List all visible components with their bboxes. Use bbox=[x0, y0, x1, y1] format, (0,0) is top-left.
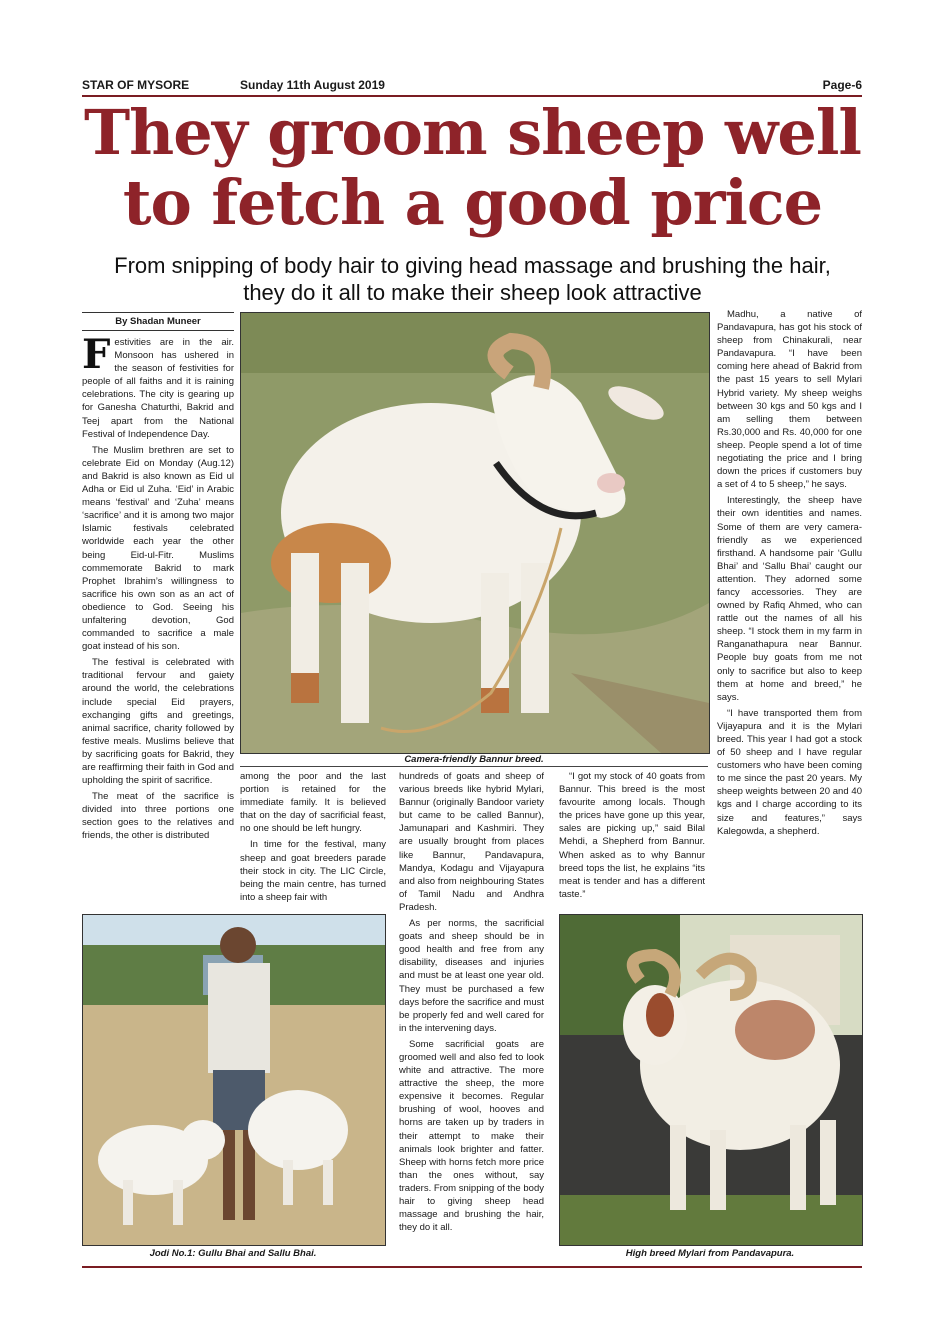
headline-line-2: to fetch a good price bbox=[122, 166, 823, 239]
paragraph: Madhu, a native of Pandavapura, has got his stock of sheep from Chinakurali, near Pandavapura. “I have been coming here ahead of Bakrid from the past 15 years to sell Mylari Hybrid variety. My sheep weighs between 30 kgs and 50 kgs and I am selling them between Rs.30,000 and Rs. 40,000 for one sheep. People spend a lot of time negotiating the price and I bring down the prices if customers buy a set of 4 to 5 sheep,” he says. bbox=[717, 309, 862, 491]
photo-mylari-sheep bbox=[559, 914, 863, 1246]
paragraph: The meat of the sacrifice is divided into three portions one section goes to the relatives and friends, the other is distributed bbox=[82, 791, 234, 842]
byline: By Shadan Muneer bbox=[82, 312, 234, 331]
paragraph: Interestingly, the sheep have their own identities and names. Some of them are very camera-friendly as we experienced firsthand. A handsome pair ‘Gullu Bhai’ and ‘Sallu Bhai’ caught our attention. They adorned some fancy accessories. They are owned by Rafiq Ahmed, who can rattle out the names of all his sheep. “I stock them in my farm in Ranganathapura near Bannur. People buy goats from me not only to sacrifice but also to keep them at home and breed,” he says. bbox=[717, 495, 862, 703]
headline-line-1: They groom sheep well bbox=[84, 96, 861, 169]
drop-cap: F bbox=[82, 336, 111, 378]
photo-gullu-sallu-bhai bbox=[82, 914, 386, 1246]
newspaper-name: STAR OF MYSORE bbox=[82, 78, 190, 92]
right-photo-caption: High breed Mylari from Pandavapura. bbox=[625, 1248, 795, 1259]
issue-date: Sunday 11th August 2019 bbox=[240, 78, 385, 92]
caption-rule bbox=[240, 766, 708, 767]
masthead bbox=[82, 78, 862, 94]
boy-with-sheep-illustration bbox=[83, 915, 385, 1245]
paragraph: In time for the festival, many sheep and goat breeders parade their stock in city. The LIC Circle, being the main centre, has turned into a sheep fair with bbox=[240, 839, 386, 903]
article-column-5 bbox=[717, 308, 862, 912]
paragraph: “I got my stock of 40 goats from Bannur. This breed is the most favourite among locals. Though the prices have gone up this year, sales are picking up,” said Bilal Mehdi, a Shepherd from Bannur. When asked as to why Bannur breed tops the list, he explains “its meat is tender and has a different taste.” bbox=[559, 771, 705, 900]
paragraph: Some sacrificial goats are groomed well and also fed to look white and attractive. The more attractive the sheep, the more expensive it becomes. Regular brushing of wool, hooves and horns are taken up by traders in their attempt to make their animals look brighter and fatter. Sheep with horns fetch more price than the ones without, say traders. From snipping of the body hair to giving sheep head massage and brushing the hair, they do it all. bbox=[399, 1038, 544, 1234]
paragraph-text: estivities are in the air. Monsoon has ushered in the season of festivities for people of all faiths and it is raining celebrations. The city is gearing up for Ganesha Chaturthi, Bakrid and Teej apart from the National Festival of Independence Day. bbox=[82, 337, 234, 440]
mylari-sheep-illustration bbox=[560, 915, 862, 1245]
subheadline bbox=[60, 252, 885, 306]
article-column-1 bbox=[82, 336, 234, 912]
article-column-3 bbox=[399, 770, 544, 1263]
article-column-4 bbox=[559, 770, 705, 912]
left-photo-caption: Jodi No.1: Gullu Bhai and Sallu Bhai. bbox=[149, 1248, 317, 1259]
main-photo-caption: Camera-friendly Bannur breed. bbox=[404, 754, 544, 765]
subheadline-line-1: From snipping of body hair to giving head massage and brushing the hair, bbox=[114, 253, 831, 278]
bottom-rule bbox=[82, 1266, 862, 1268]
main-photo-bannur-sheep bbox=[240, 312, 710, 754]
paragraph: The festival is celebrated with traditional fervour and gaiety around the world, the celebrations include special Eid prayers, exchanging gifts and greetings, animal sacrifice, charity followed by festive meals. Muslims believe that by sacrificing goats for Bakrid, they are reaffirming their faith in God and upholding the spirit of sacrifice. bbox=[82, 657, 234, 787]
paragraph: As per norms, the sacrificial goats and sheep should be in good health and free from any disability, diseases and injuries and must be at least one year old. They must be purchased a few days before the sacrifice and must be properly fed and well cared for in the intervening days. bbox=[399, 918, 544, 1034]
paragraph: hundreds of goats and sheep of various breeds like hybrid Mylari, Bannur (originally Bandoor variety but came to be called Bannur), Jamunapari and Kashmiri. They are usually brought from places like Bannur, Pandavapura, Mandya, Kodagu and Vijayapura and also from neighbouring States of Tamil Nadu and Andhra Pradesh. bbox=[399, 771, 544, 913]
paragraph: “I have transported them from Vijayapura and it is the Mylari breed. This year I had got a stock of 50 sheep and I have regular customers who have been coming to me since the past 20 years. My sheep weights between 20 and 40 kgs and I charge according to its size and features,” says Kalegowda, a shepherd. bbox=[717, 707, 862, 837]
sheep-illustration bbox=[241, 313, 709, 753]
paragraph: The Muslim brethren are set to celebrate Eid on Monday (Aug.12) and Bakrid is also known as Eid ul Adha or Eid ul Zuha. ‘Eid’ in Arabic means ‘festival’ and ‘Zuha’ means ‘sacrifice’ and it is among two major Islamic festivals celebrated worldwide each year the other being Eid-ul-Fitr. Muslims commemorate Bakrid to mark Prophet Ibrahim’s willingness to sacrifice his own son as an act of obedience to God. Seeing his unfaltering devotion, God commanded to sacrifice a male goat instead of his son. bbox=[82, 444, 234, 653]
paragraph bbox=[82, 336, 234, 441]
subheadline-line-2: they do it all to make their sheep look attractive bbox=[243, 280, 702, 305]
headline bbox=[60, 98, 885, 238]
paragraph: among the poor and the last portion is retained for the immediate family. It is believed that on the day of sacrificial feast, no one should be left hungry. bbox=[240, 771, 386, 835]
article-column-2 bbox=[240, 770, 386, 912]
page-number: Page-6 bbox=[822, 78, 862, 92]
